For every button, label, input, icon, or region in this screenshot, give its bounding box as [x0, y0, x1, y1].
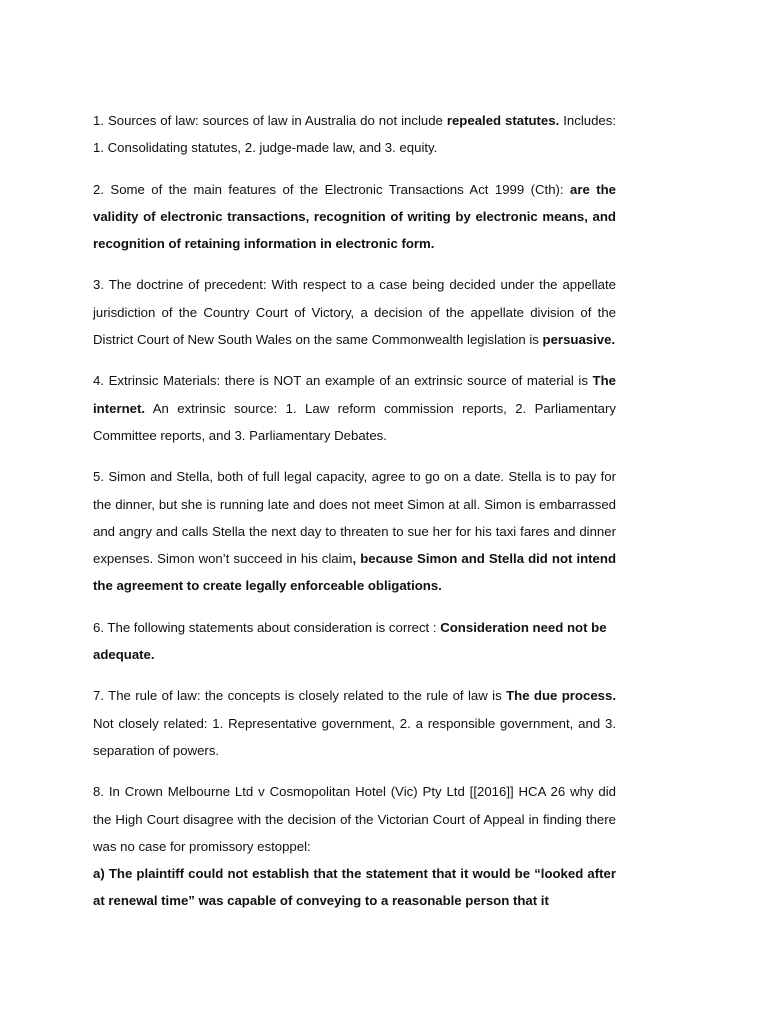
paragraph-2-electronic-transactions [93, 176, 616, 258]
p7-text-a: 7. The rule of law: the concepts is closely related to the rule of law is [93, 688, 507, 704]
p7-text-c: Not closely related: 1. Representative government, 2. a responsible government, and 3. separation of powers. [93, 715, 616, 758]
p2-answer: are the validity of electronic transactions, recognition of writing by electronic means, and recognition of retaining information in electronic form. [93, 181, 616, 252]
p5-answer: , because Simon and Stella did not intend the agreement to create legally enforceable obligations. [93, 551, 617, 594]
p8-text-a: 8. In Crown Melbourne Ltd v Cosmopolitan Hotel (Vic) Pty Ltd [[2016]] HCA 26 why did the High Court disagree with the decision of the Victorian Court of Appeal in finding there was no case for promissory estoppel: [93, 784, 616, 854]
paragraph-6-consideration [93, 614, 616, 669]
p4-text-c: An extrinsic source: 1. Law reform commission reports, 2. Parliamentary Committee reports, and 3. Parliamentary Debates. [93, 400, 616, 443]
p7-answer: The due process. [506, 688, 616, 704]
p3-answer: persuasive. [542, 332, 616, 348]
p1-text-c: Includes: 1. Consolidating statutes, 2. judge-made law, and 3. equity. [93, 113, 617, 156]
paragraph-4-extrinsic-materials [93, 367, 616, 449]
p2-text-a: 2. Some of the main features of the Electronic Transactions Act 1999 (Cth): [93, 181, 570, 197]
p9-answer: a) The plaintiff could not establish that the statement that it would be “looked after at renewal time” was capable of conveying to a reasonable person that it [93, 866, 616, 909]
paragraph-1-sources-of-law [93, 107, 616, 162]
p3-text-a: 3. The doctrine of precedent: With respect to a case being decided under the appellate jurisdiction of the Country Court of Victory, a decision of the appellate division of the District Court of New South Wales on the same Commonwealth legislation is [93, 277, 616, 348]
p6-answer: Consideration need not be adequate. [93, 619, 607, 663]
paragraph-5-simon-and-stella [93, 463, 616, 599]
p1-answer: repealed statutes. [446, 113, 560, 128]
p4-text-a: 4. Extrinsic Materials: there is NOT an example of an extrinsic source of material is [93, 373, 593, 389]
paragraph-8-answer-a [93, 860, 616, 915]
paragraph-3-doctrine-of-precedent [93, 271, 616, 353]
paragraph-7-rule-of-law [93, 682, 616, 764]
paragraph-8-crown-melbourne-case [93, 778, 616, 860]
p4-answer: The internet. [93, 373, 616, 416]
p6-text-a: 6. The following statements about consideration is correct : [93, 619, 441, 635]
p5-text-a: 5. Simon and Stella, both of full legal capacity, agree to go on a date. Stella is to pay for the dinner, but she is running late and does not meet Simon at all. Simon is embarrassed and angry and calls Stella the next day to threaten to sue her for his taxi fares and dinner expenses. Simon won’t succeed in his claim [93, 469, 616, 567]
p1-text-a: 1. Sources of law: sources of law in Australia do not include [93, 113, 447, 128]
